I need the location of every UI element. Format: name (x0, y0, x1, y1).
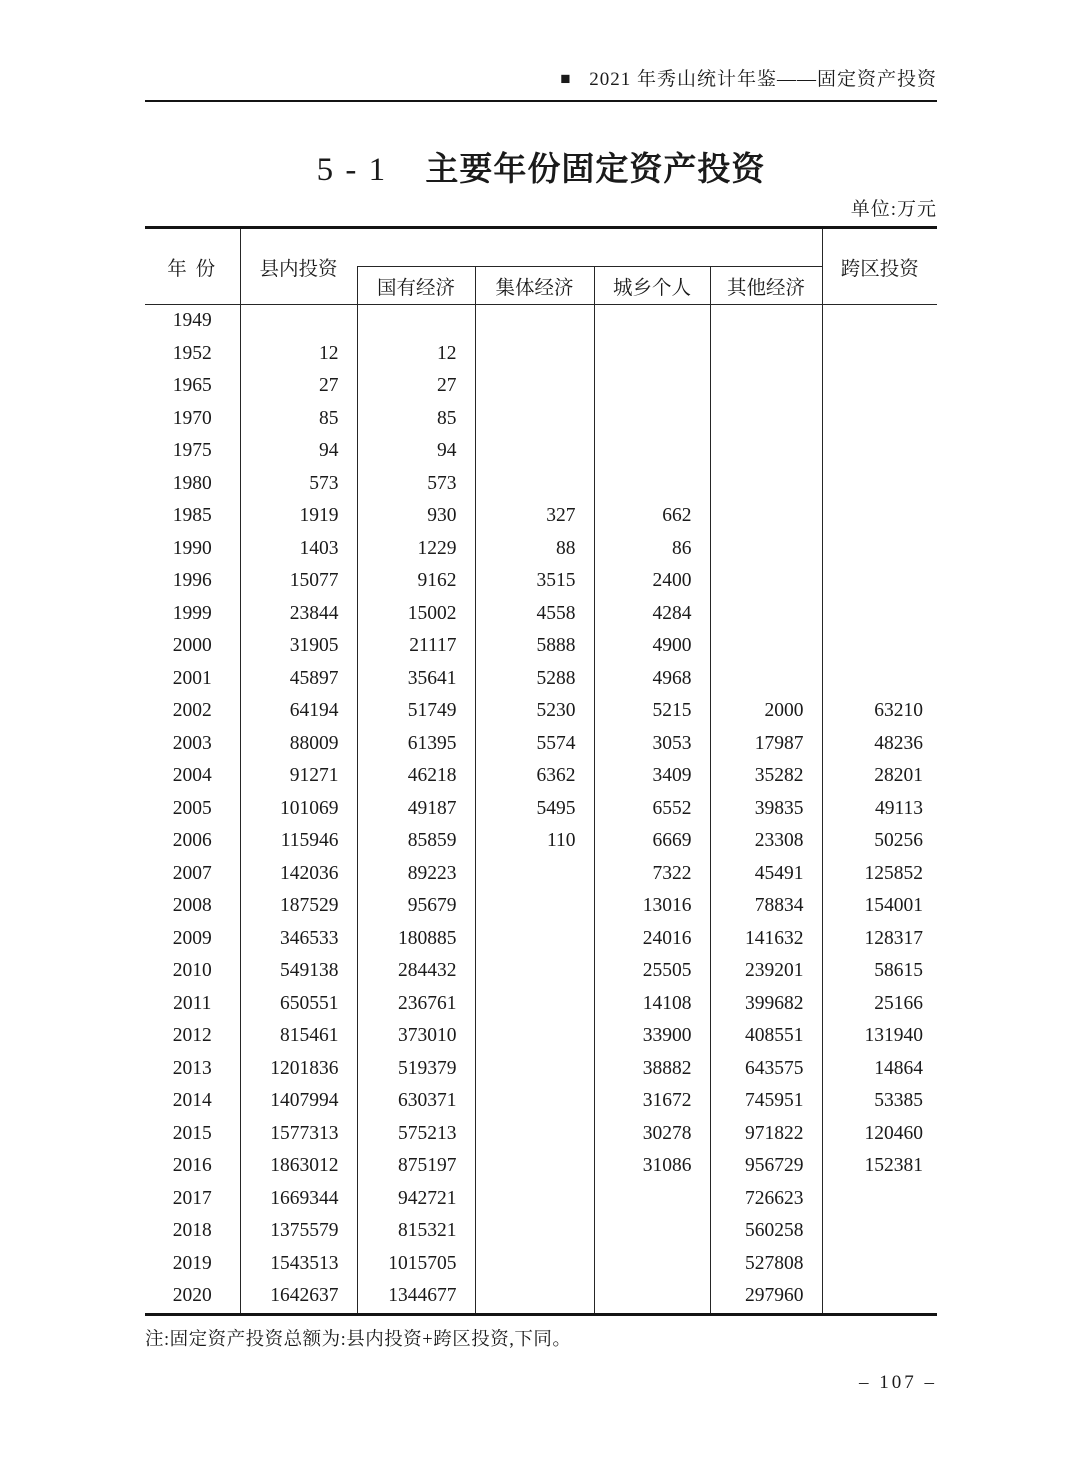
cross-region-cell: 131940 (864, 1025, 923, 1047)
col-header-cross-region: 跨区投资 (822, 228, 937, 305)
table-row (145, 793, 937, 826)
collective-cell (475, 890, 594, 923)
state-owned-cell: 815321 (357, 1215, 475, 1248)
urban-rural-individual-cell: 5215 (594, 695, 710, 728)
table-row (145, 305, 937, 338)
collective-cell: 327 (475, 500, 594, 533)
collective-cell: 110 (475, 825, 594, 858)
collective-cell (475, 955, 594, 988)
cross-region-cell (822, 435, 937, 468)
other-economy-cell: 35282 (710, 760, 822, 793)
header-row-1 (145, 228, 937, 267)
page-number: – 107 – (859, 1372, 937, 1393)
county-investment-cell: 1642637 (240, 1280, 357, 1314)
col-header-state-owned: 国有经济 (357, 267, 475, 305)
table-row (145, 760, 937, 793)
cross-region-cell (822, 1248, 937, 1281)
year-cell: 2011 (145, 988, 240, 1021)
year-cell: 2007 (145, 858, 240, 891)
table-row (145, 1053, 937, 1086)
cross-region-cell: 28201 (874, 765, 923, 787)
county-investment-cell: 91271 (240, 760, 357, 793)
collective-cell (475, 370, 594, 403)
year-cell: 2014 (145, 1085, 240, 1118)
state-owned-cell: 1015705 (357, 1248, 475, 1281)
urban-rural-individual-cell (594, 435, 710, 468)
state-owned-cell: 89223 (357, 858, 475, 891)
state-owned-cell: 15002 (357, 598, 475, 631)
table-row (145, 500, 937, 533)
county-investment-cell: 1201836 (240, 1053, 357, 1086)
cross-region-cell (822, 403, 937, 436)
year-cell: 1996 (145, 565, 240, 598)
collective-cell: 3515 (475, 565, 594, 598)
state-owned-cell: 95679 (357, 890, 475, 923)
state-owned-cell: 94 (357, 435, 475, 468)
running-header-text: 2021 年秀山统计年鉴——固定资产投资 (589, 69, 937, 90)
state-owned-cell: 49187 (357, 793, 475, 826)
collective-cell: 5574 (475, 728, 594, 761)
year-cell: 2016 (145, 1150, 240, 1183)
other-economy-cell (710, 500, 822, 533)
state-owned-cell: 51749 (357, 695, 475, 728)
other-economy-cell (710, 663, 822, 696)
other-economy-cell: 408551 (710, 1020, 822, 1053)
county-investment-cell: 27 (240, 370, 357, 403)
collective-cell (475, 1183, 594, 1216)
table-row (145, 1085, 937, 1118)
other-economy-cell (710, 403, 822, 436)
table-row (145, 1150, 937, 1183)
collective-cell (475, 858, 594, 891)
county-investment-cell: 15077 (240, 565, 357, 598)
cross-region-cell (822, 630, 937, 663)
table-row (145, 663, 937, 696)
collective-cell: 5888 (475, 630, 594, 663)
cross-region-cell (822, 338, 937, 371)
cross-region-cell (822, 1280, 937, 1314)
urban-rural-individual-cell: 662 (594, 500, 710, 533)
other-economy-cell (710, 338, 822, 371)
county-investment-cell: 64194 (240, 695, 357, 728)
running-header (145, 64, 937, 102)
state-owned-cell: 1229 (357, 533, 475, 566)
urban-rural-individual-cell: 30278 (594, 1118, 710, 1151)
collective-cell (475, 338, 594, 371)
urban-rural-individual-cell: 2400 (594, 565, 710, 598)
table-row (145, 1248, 937, 1281)
cross-region-cell (822, 533, 937, 566)
table-row (145, 988, 937, 1021)
table-row (145, 923, 937, 956)
table-row (145, 435, 937, 468)
urban-rural-individual-cell: 3053 (594, 728, 710, 761)
collective-cell (475, 305, 594, 338)
cross-region-cell: 50256 (874, 830, 923, 852)
county-investment-cell: 815461 (240, 1020, 357, 1053)
table-row (145, 1020, 937, 1053)
table-body (145, 305, 937, 1315)
state-owned-cell (357, 305, 475, 338)
table-row (145, 338, 937, 371)
table-row (145, 565, 937, 598)
table-row (145, 1215, 937, 1248)
table-row (145, 533, 937, 566)
year-cell: 1949 (145, 305, 240, 338)
other-economy-cell (710, 630, 822, 663)
urban-rural-individual-cell: 6669 (594, 825, 710, 858)
black-square-icon: ■ (560, 69, 572, 88)
year-cell: 2001 (145, 663, 240, 696)
year-cell: 1952 (145, 338, 240, 371)
year-cell: 1965 (145, 370, 240, 403)
other-economy-cell: 399682 (710, 988, 822, 1021)
other-economy-cell: 643575 (710, 1053, 822, 1086)
county-investment-cell: 573 (240, 468, 357, 501)
other-economy-cell: 726623 (710, 1183, 822, 1216)
state-owned-cell: 575213 (357, 1118, 475, 1151)
year-cell: 2002 (145, 695, 240, 728)
county-investment-cell: 1863012 (240, 1150, 357, 1183)
year-cell: 2000 (145, 630, 240, 663)
county-investment-cell: 1403 (240, 533, 357, 566)
cross-region-cell (822, 500, 937, 533)
collective-cell (475, 435, 594, 468)
county-investment-cell: 1919 (240, 500, 357, 533)
table-row (145, 468, 937, 501)
other-economy-cell (710, 468, 822, 501)
year-cell: 2006 (145, 825, 240, 858)
urban-rural-individual-cell (594, 370, 710, 403)
other-economy-cell (710, 435, 822, 468)
collective-cell (475, 1280, 594, 1314)
cross-region-cell (822, 468, 937, 501)
collective-cell (475, 1150, 594, 1183)
collective-cell: 5230 (475, 695, 594, 728)
cross-region-cell (822, 1215, 937, 1248)
other-economy-cell (710, 533, 822, 566)
urban-rural-individual-cell: 13016 (594, 890, 710, 923)
state-owned-cell: 35641 (357, 663, 475, 696)
state-owned-cell: 85859 (357, 825, 475, 858)
urban-rural-individual-cell: 86 (594, 533, 710, 566)
collective-cell (475, 1118, 594, 1151)
year-cell: 2013 (145, 1053, 240, 1086)
county-investment-cell (240, 305, 357, 338)
other-economy-cell: 78834 (710, 890, 822, 923)
other-economy-cell: 39835 (710, 793, 822, 826)
urban-rural-individual-cell: 31672 (594, 1085, 710, 1118)
other-economy-cell: 527808 (710, 1248, 822, 1281)
urban-rural-individual-cell: 6552 (594, 793, 710, 826)
county-investment-cell: 1669344 (240, 1183, 357, 1216)
cross-region-cell (822, 370, 937, 403)
other-economy-cell: 45491 (710, 858, 822, 891)
other-economy-cell: 239201 (710, 955, 822, 988)
state-owned-cell: 12 (357, 338, 475, 371)
urban-rural-individual-cell: 4968 (594, 663, 710, 696)
state-owned-cell: 630371 (357, 1085, 475, 1118)
collective-cell: 88 (475, 533, 594, 566)
collective-cell: 4558 (475, 598, 594, 631)
table-row (145, 1183, 937, 1216)
state-owned-cell: 21117 (357, 630, 475, 663)
collective-cell (475, 1248, 594, 1281)
cross-region-cell: 49113 (874, 797, 923, 819)
other-economy-cell: 956729 (710, 1150, 822, 1183)
table-row (145, 598, 937, 631)
urban-rural-individual-cell (594, 403, 710, 436)
county-investment-cell: 101069 (240, 793, 357, 826)
year-cell: 2012 (145, 1020, 240, 1053)
county-investment-cell: 88009 (240, 728, 357, 761)
other-economy-cell: 745951 (710, 1085, 822, 1118)
urban-rural-individual-cell (594, 305, 710, 338)
urban-rural-individual-cell: 14108 (594, 988, 710, 1021)
collective-cell: 5495 (475, 793, 594, 826)
table-row (145, 1118, 937, 1151)
year-cell: 1985 (145, 500, 240, 533)
other-economy-cell: 297960 (710, 1280, 822, 1314)
state-owned-cell: 85 (357, 403, 475, 436)
collective-cell (475, 1020, 594, 1053)
urban-rural-individual-cell: 33900 (594, 1020, 710, 1053)
table-title-text: 主要年份固定资产投资 (425, 152, 766, 188)
cross-region-cell (822, 663, 937, 696)
year-cell: 2015 (145, 1118, 240, 1151)
county-investment-cell: 94 (240, 435, 357, 468)
state-owned-cell: 930 (357, 500, 475, 533)
urban-rural-individual-cell (594, 1215, 710, 1248)
year-cell: 2018 (145, 1215, 240, 1248)
cross-region-cell: 25166 (874, 992, 923, 1014)
year-cell: 1980 (145, 468, 240, 501)
table-row (145, 1280, 937, 1314)
year-cell: 2020 (145, 1280, 240, 1314)
cross-region-cell: 128317 (864, 927, 923, 949)
cross-region-cell: 154001 (864, 895, 923, 917)
urban-rural-individual-cell: 4900 (594, 630, 710, 663)
urban-rural-individual-cell: 3409 (594, 760, 710, 793)
county-investment-cell: 31905 (240, 630, 357, 663)
year-cell: 2019 (145, 1248, 240, 1281)
collective-cell (475, 1215, 594, 1248)
cross-region-cell (822, 1183, 937, 1216)
county-investment-cell: 45897 (240, 663, 357, 696)
urban-rural-individual-cell (594, 338, 710, 371)
year-cell: 2017 (145, 1183, 240, 1216)
collective-cell: 6362 (475, 760, 594, 793)
table-title (145, 143, 937, 190)
county-investment-cell: 142036 (240, 858, 357, 891)
state-owned-cell: 875197 (357, 1150, 475, 1183)
county-investment-cell: 12 (240, 338, 357, 371)
other-economy-cell: 141632 (710, 923, 822, 956)
other-economy-cell (710, 305, 822, 338)
table-row (145, 728, 937, 761)
cross-region-cell: 53385 (874, 1090, 923, 1112)
urban-rural-individual-cell (594, 1248, 710, 1281)
county-investment-cell: 650551 (240, 988, 357, 1021)
county-investment-cell: 85 (240, 403, 357, 436)
col-header-county-investment: 县内投资 (240, 228, 357, 305)
urban-rural-individual-cell: 24016 (594, 923, 710, 956)
state-owned-cell: 9162 (357, 565, 475, 598)
county-investment-cell: 1543513 (240, 1248, 357, 1281)
collective-cell (475, 1053, 594, 1086)
table-row (145, 403, 937, 436)
cross-region-cell: 63210 (874, 700, 923, 722)
county-investment-cell: 1407994 (240, 1085, 357, 1118)
state-owned-cell: 573 (357, 468, 475, 501)
table-number: 5 - 1 (316, 152, 388, 188)
year-cell: 2009 (145, 923, 240, 956)
state-owned-cell: 942721 (357, 1183, 475, 1216)
table-row (145, 858, 937, 891)
state-owned-cell: 236761 (357, 988, 475, 1021)
other-economy-cell: 23308 (710, 825, 822, 858)
other-economy-cell (710, 565, 822, 598)
urban-rural-individual-cell (594, 468, 710, 501)
cross-region-cell (822, 598, 937, 631)
county-investment-cell: 1375579 (240, 1215, 357, 1248)
other-economy-cell: 560258 (710, 1215, 822, 1248)
cross-region-cell (822, 305, 937, 338)
year-cell: 2010 (145, 955, 240, 988)
table-row (145, 370, 937, 403)
state-owned-cell: 180885 (357, 923, 475, 956)
year-cell: 1990 (145, 533, 240, 566)
other-economy-cell: 971822 (710, 1118, 822, 1151)
table-row (145, 955, 937, 988)
urban-rural-individual-cell: 4284 (594, 598, 710, 631)
collective-cell (475, 403, 594, 436)
collective-cell (475, 1085, 594, 1118)
year-cell: 2003 (145, 728, 240, 761)
state-owned-cell: 61395 (357, 728, 475, 761)
table-row (145, 630, 937, 663)
col-header-year: 年 份 (145, 228, 240, 305)
county-subgroup-spacer (357, 228, 822, 267)
collective-cell (475, 988, 594, 1021)
state-owned-cell: 284432 (357, 955, 475, 988)
state-owned-cell: 1344677 (357, 1280, 475, 1314)
cross-region-cell: 125852 (864, 862, 923, 884)
year-cell: 2005 (145, 793, 240, 826)
county-investment-cell: 1577313 (240, 1118, 357, 1151)
table-row (145, 695, 937, 728)
other-economy-cell: 2000 (710, 695, 822, 728)
col-header-other-economy: 其他经济 (710, 267, 822, 305)
cross-region-cell: 152381 (864, 1155, 923, 1177)
county-investment-cell: 549138 (240, 955, 357, 988)
collective-cell (475, 923, 594, 956)
urban-rural-individual-cell (594, 1183, 710, 1216)
state-owned-cell: 373010 (357, 1020, 475, 1053)
cross-region-cell: 120460 (864, 1122, 923, 1144)
col-header-urban-rural-individual: 城乡个人 (594, 267, 710, 305)
urban-rural-individual-cell (594, 1280, 710, 1314)
table-row (145, 890, 937, 923)
state-owned-cell: 46218 (357, 760, 475, 793)
table-row (145, 825, 937, 858)
urban-rural-individual-cell: 31086 (594, 1150, 710, 1183)
county-investment-cell: 187529 (240, 890, 357, 923)
collective-cell: 5288 (475, 663, 594, 696)
cross-region-cell (822, 565, 937, 598)
year-cell: 1975 (145, 435, 240, 468)
urban-rural-individual-cell: 7322 (594, 858, 710, 891)
cross-region-cell: 48236 (874, 732, 923, 754)
cross-region-cell: 58615 (874, 960, 923, 982)
fixed-asset-investment-table (145, 226, 937, 1316)
year-cell: 1970 (145, 403, 240, 436)
year-cell: 2004 (145, 760, 240, 793)
table-header (145, 228, 937, 305)
county-investment-cell: 346533 (240, 923, 357, 956)
state-owned-cell: 27 (357, 370, 475, 403)
year-cell: 2008 (145, 890, 240, 923)
state-owned-cell: 519379 (357, 1053, 475, 1086)
urban-rural-individual-cell: 25505 (594, 955, 710, 988)
other-economy-cell (710, 370, 822, 403)
footnote: 注:固定资产投资总额为:县内投资+跨区投资,下同。 (145, 1330, 572, 1350)
cross-region-cell: 14864 (874, 1057, 923, 1079)
county-investment-cell: 23844 (240, 598, 357, 631)
year-cell: 1999 (145, 598, 240, 631)
col-header-collective: 集体经济 (475, 267, 594, 305)
other-economy-cell: 17987 (710, 728, 822, 761)
collective-cell (475, 468, 594, 501)
county-investment-cell: 115946 (240, 825, 357, 858)
unit-note: 单位:万元 (850, 199, 937, 220)
urban-rural-individual-cell: 38882 (594, 1053, 710, 1086)
other-economy-cell (710, 598, 822, 631)
